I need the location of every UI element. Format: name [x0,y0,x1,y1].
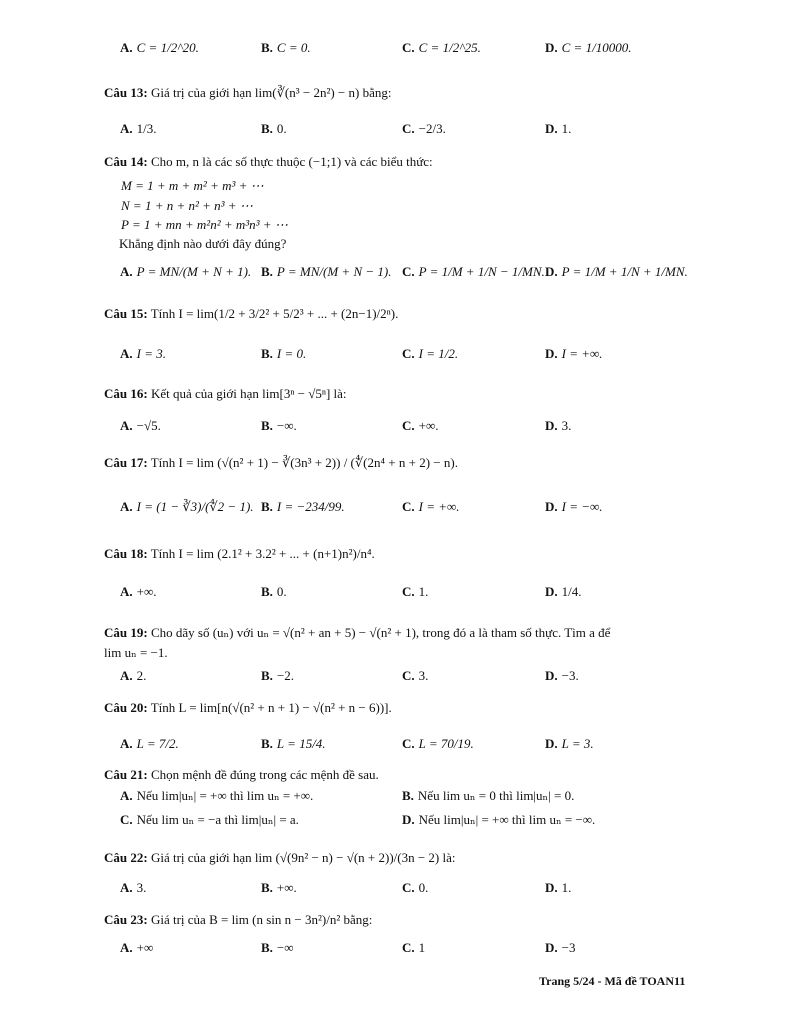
q12-option-d: D. C = 1/10000. [545,40,632,55]
q16-option-c: C. +∞. [402,418,439,433]
q14-option-c: C. P = 1/M + 1/N − 1/MN. [402,264,545,279]
q20-option-b: B. L = 15/4. [261,736,326,751]
q17-option-a: A. I = (1 − ∛3)/(∜2 − 1). [120,499,254,514]
q20-stem: Câu 20: Tính L = lim[n(√(n² + n + 1) − √(n² + n − 6))]. [104,700,392,715]
q13-option-c: C. −2/3. [402,121,446,136]
q14-option-b: B. P = MN/(M + N − 1). [261,264,392,279]
q21-option-c: C. Nếu lim uₙ = −a thì lim|uₙ| = a. [120,812,299,827]
page-footer: Trang 5/24 - Mã đề TOAN11 [539,974,686,988]
q18-option-b: B. 0. [261,584,287,599]
q17-option-d: D. I = −∞. [545,499,603,514]
q15-option-a: A. I = 3. [120,346,166,361]
q22-option-c: C. 0. [402,880,429,895]
q19-option-d: D. −3. [545,668,579,683]
q14-option-d: D. P = 1/M + 1/N + 1/MN. [545,264,688,279]
q14-stem: Câu 14: Cho m, n là các số thực thuộc (−1;1) và các biểu thức: [104,154,433,169]
q14-expr-m: M = 1 + m + m² + m³ + ⋯ [121,178,264,193]
q15-option-b: B. I = 0. [261,346,307,361]
q22-stem: Câu 22: Giá trị của giới hạn lim (√(9n² − n) − √(n + 2))/(3n − 2) là: [104,850,456,865]
q12-option-b: B. C = 0. [261,40,311,55]
q14-expr-n: N = 1 + n + n² + n³ + ⋯ [121,198,253,213]
q20-option-d: D. L = 3. [545,736,594,751]
q15-stem: Câu 15: Tính I = lim(1/2 + 3/2² + 5/2³ + ... + (2n−1)/2ⁿ). [104,306,399,321]
q21-option-b: B. Nếu lim uₙ = 0 thì lim|uₙ| = 0. [402,788,575,803]
q17-option-c: C. I = +∞. [402,499,460,514]
q16-stem: Câu 16: Kết quả của giới hạn lim[3ⁿ − √5ⁿ] là: [104,386,347,401]
q22-option-d: D. 1. [545,880,572,895]
q18-option-d: D. 1/4. [545,584,582,599]
q23-option-c: C. 1 [402,940,426,955]
q23-option-b: B. −∞ [261,940,294,955]
q16-option-d: D. 3. [545,418,572,433]
q14-option-a: A. P = MN/(M + N + 1). [120,264,252,279]
q12-option-a: A. C = 1/2^20. [120,40,199,55]
q13-option-d: D. 1. [545,121,572,136]
q14-expr-p: P = 1 + mn + m²n² + m³n³ + ⋯ [121,217,288,232]
q18-option-a: A. +∞. [120,584,157,599]
q15-option-c: C. I = 1/2. [402,346,459,361]
q17-stem: Câu 17: Tính I = lim (√(n² + 1) − ∛(3n³ + 2)) / (∜(2n⁴ + n + 2) − n). [104,455,458,470]
q14-ask: Khẳng định nào dưới đây đúng? [119,236,287,251]
q20-option-a: A. L = 7/2. [120,736,179,751]
q20-option-c: C. L = 70/19. [402,736,474,751]
q22-option-b: B. +∞. [261,880,297,895]
q23-option-a: A. +∞ [120,940,154,955]
q13-stem: Câu 13: Giá trị của giới hạn lim(∛(n³ − 2n²) − n) bằng: [104,85,392,100]
q19-option-c: C. 3. [402,668,429,683]
q13-option-b: B. 0. [261,121,287,136]
q19-stem-cont: lim uₙ = −1. [104,645,168,660]
q21-stem: Câu 21: Chọn mệnh đề đúng trong các mệnh đề sau. [104,767,379,782]
q21-option-d: D. Nếu lim|uₙ| = +∞ thì lim uₙ = −∞. [402,812,596,827]
q18-option-c: C. 1. [402,584,429,599]
q18-stem: Câu 18: Tính I = lim (2.1² + 3.2² + ... + (n+1)n²)/n⁴. [104,546,375,561]
q19-option-a: A. 2. [120,668,147,683]
q21-option-a: A. Nếu lim|uₙ| = +∞ thì lim uₙ = +∞. [120,788,314,803]
q15-option-d: D. I = +∞. [545,346,603,361]
q16-option-b: B. −∞. [261,418,297,433]
q19-stem: Câu 19: Cho dãy số (uₙ) với uₙ = √(n² + an + 5) − √(n² + 1), trong đó a là tham số thực. Tìm a để [104,625,611,640]
q12-option-c: C. C = 1/2^25. [402,40,481,55]
q19-option-b: B. −2. [261,668,295,683]
q17-option-b: B. I = −234/99. [261,499,345,514]
q23-stem: Câu 23: Giá trị của B = lim (n sin n − 3n²)/n² bằng: [104,912,373,927]
q23-option-d: D. −3 [545,940,576,955]
q16-option-a: A. −√5. [120,418,161,433]
q22-option-a: A. 3. [120,880,147,895]
q13-option-a: A. 1/3. [120,121,157,136]
